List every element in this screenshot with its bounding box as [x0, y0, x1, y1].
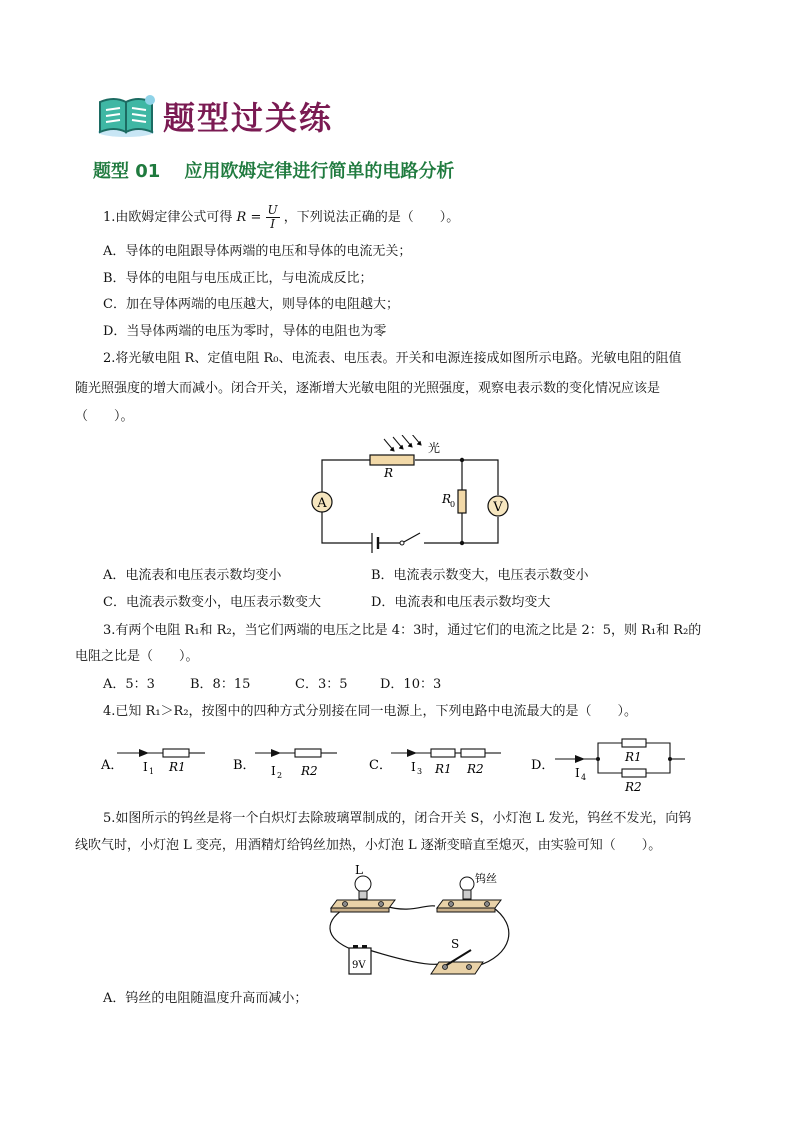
q4-letter-d: D． [531, 758, 555, 773]
q1-option-b: B．导体的电阻与电压成正比，与电流成反比； [103, 271, 373, 286]
q2-circuit-diagram [300, 435, 530, 555]
section-code: 题型 01 [93, 161, 161, 182]
q1-formula-lhs: R = [236, 210, 262, 225]
q4-c-r1: R1 [435, 762, 452, 776]
q3-option-d: D．10：3 [380, 677, 442, 692]
switch-label: S [451, 937, 460, 951]
book-icon [96, 94, 160, 138]
q4-current-b-sub: 2 [277, 771, 283, 780]
r0-subscript: 0 [450, 500, 456, 509]
r0-label: R [442, 492, 452, 506]
light-arrows-icon [384, 435, 421, 451]
light-label: 光 [428, 441, 441, 455]
q4-letter-a: A． [101, 758, 124, 773]
q2-line1: 2.将光敏电阻 R、定值电阻 R₀、电流表、电压表。开关和电源连接成如图所示电路。光敏电阻的阻值 [103, 351, 682, 366]
q3-line2: 电阻之比是（ ）。 [75, 649, 199, 664]
q1-prefix: 1.由欧姆定律公式可得 [103, 210, 233, 225]
q3-option-a: A．5：3 [103, 677, 155, 692]
q5-option-a: A．钨丝的电阻随温度升高而减小； [103, 991, 308, 1006]
q4-letter-b: B． [233, 758, 256, 773]
q1-stem [103, 204, 459, 231]
q4-letter-c: C． [369, 758, 392, 773]
q4-a-r1: R1 [169, 760, 186, 774]
q5-experiment-diagram [315, 862, 525, 980]
q2-line3: （ ）。 [75, 409, 134, 424]
banner-title: 题型过关练 [163, 99, 334, 137]
bulb-label: L [355, 863, 363, 877]
q1-fraction [266, 204, 280, 231]
q2-line2: 随光照强度的增大而减小。闭合开关，逐渐增大光敏电阻的光照强度，观察电表示数的变化情况应该是 [75, 381, 661, 396]
q4-line1: 4.已知 R₁＞R₂，按图中的四种方式分别接在同一电源上，下列电路中电流最大的是（ ）。 [103, 704, 638, 719]
q4-c-r2: R2 [467, 762, 484, 776]
q4-current-d: I [575, 766, 580, 780]
tungsten-label: 钨丝 [475, 872, 497, 885]
q1-option-a: A．导体的电阻跟导体两端的电压和导体的电流无关； [103, 244, 412, 259]
q1-suffix: ，下列说法正确的是（ ）。 [283, 210, 460, 225]
q4-b-r2: R2 [301, 764, 318, 778]
q4-figures [95, 733, 695, 795]
q4-d-r1: R1 [625, 750, 642, 764]
q4-current-d-sub: 4 [581, 773, 587, 782]
q2-option-a: A．电流表和电压表示数均变小 [103, 568, 282, 583]
q2-option-b: B．电流表示数变大，电压表示数变小 [371, 568, 589, 583]
q2-option-d: D．电流表和电压表示数均变大 [371, 595, 551, 610]
section-heading: 应用欧姆定律进行简单的电路分析 [184, 161, 455, 182]
q3-option-b: B．8：15 [190, 677, 251, 692]
voltmeter-label: V [493, 500, 503, 515]
section-title [93, 157, 454, 183]
r-label: R [384, 466, 394, 480]
q4-current-c: I [411, 760, 416, 774]
q2-option-c: C．电流表示数变小，电压表示数变大 [103, 595, 321, 610]
q4-current-b: I [271, 764, 276, 778]
bulb-l [331, 876, 395, 912]
q3-line1: 3.有两个电阻 R₁和 R₂，当它们两端的电压之比是 4：3时，通过它们的电流之比是 2：5，则 R₁和 R₂的 [103, 623, 702, 638]
q5-line1: 5.如图所示的钨丝是将一个白炽灯去除玻璃罩制成的，闭合开关 S，小灯泡 L 发光，钨丝不发光，向钨 [103, 811, 692, 826]
ammeter-label: A [317, 496, 327, 511]
q1-numerator: U [267, 203, 278, 217]
battery-label: 9V [352, 960, 366, 971]
q4-d-r2: R2 [625, 780, 642, 794]
q3-option-c: C．3：5 [295, 677, 348, 692]
q1-option-d: D．当导体两端的电压为零时，导体的电阻也为零 [103, 324, 387, 339]
q1-option-c: C．加在导体两端的电压越大，则导体的电阻越大； [103, 297, 399, 312]
q5-line2: 线吹气时，小灯泡 L 变亮，用酒精灯给钨丝加热，小灯泡 L 逐渐变暗直至熄灭，由实验可知（ ）。 [75, 838, 662, 853]
q4-current-a-sub: 1 [149, 767, 155, 776]
q1-denominator: I [270, 217, 275, 231]
switch-s [431, 950, 483, 974]
q4-current-c-sub: 3 [417, 767, 423, 776]
q4-current-a: I [143, 760, 148, 774]
